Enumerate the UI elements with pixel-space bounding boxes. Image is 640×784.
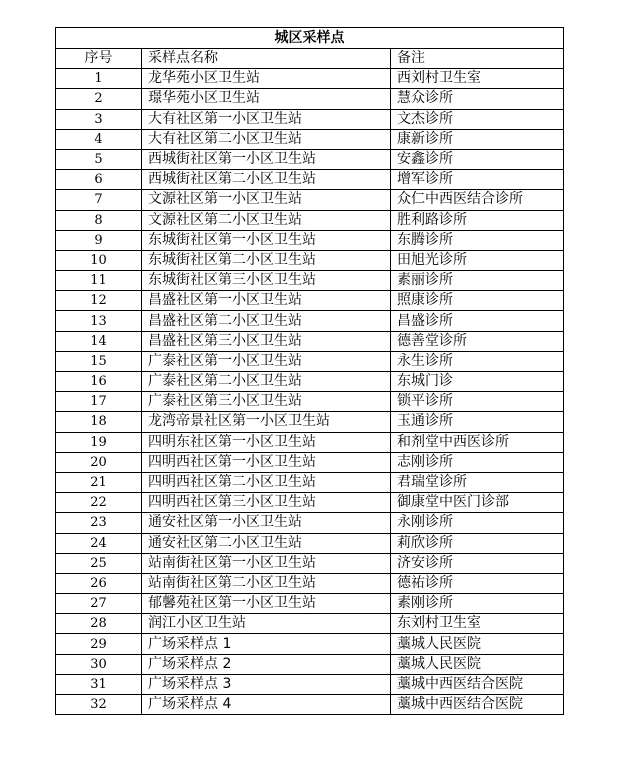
row-site-name: 大有社区第一小区卫生站	[142, 109, 391, 129]
row-index: 11	[56, 271, 142, 291]
table-row	[56, 149, 564, 169]
table-row	[56, 331, 564, 351]
table-row	[56, 291, 564, 311]
row-site-name: 四明西社区第三小区卫生站	[142, 493, 391, 513]
row-index: 20	[56, 452, 142, 472]
row-index: 23	[56, 513, 142, 533]
row-index: 19	[56, 432, 142, 452]
row-remark: 藁城中西医结合医院	[391, 674, 564, 694]
row-site-name: 东城街社区第二小区卫生站	[142, 250, 391, 270]
row-site-name: 璟华苑小区卫生站	[142, 89, 391, 109]
header-remark: 备注	[391, 49, 564, 69]
row-remark: 藁城人民医院	[391, 634, 564, 654]
row-index: 13	[56, 311, 142, 331]
row-index: 21	[56, 472, 142, 492]
row-remark: 昌盛诊所	[391, 311, 564, 331]
row-site-name: 西城街社区第一小区卫生站	[142, 149, 391, 169]
row-site-name: 西城街社区第二小区卫生站	[142, 170, 391, 190]
table-row	[56, 351, 564, 371]
table-row	[56, 553, 564, 573]
row-remark: 和剂堂中西医诊所	[391, 432, 564, 452]
row-index: 6	[56, 170, 142, 190]
row-index: 7	[56, 190, 142, 210]
table-row	[56, 271, 564, 291]
table-row	[56, 392, 564, 412]
table-row	[56, 69, 564, 89]
row-index: 26	[56, 573, 142, 593]
row-index: 24	[56, 533, 142, 553]
table-row	[56, 695, 564, 715]
row-remark: 御康堂中医门诊部	[391, 493, 564, 513]
row-index: 8	[56, 210, 142, 230]
table-row	[56, 614, 564, 634]
row-site-name: 郁馨苑社区第一小区卫生站	[142, 594, 391, 614]
table-row	[56, 372, 564, 392]
row-site-name: 通安社区第二小区卫生站	[142, 533, 391, 553]
row-index: 15	[56, 351, 142, 371]
row-index: 27	[56, 594, 142, 614]
row-site-name: 站南街社区第一小区卫生站	[142, 553, 391, 573]
row-remark: 素丽诊所	[391, 271, 564, 291]
table-title-row	[56, 28, 564, 49]
table-row	[56, 594, 564, 614]
row-site-name: 广场采样点 2	[142, 654, 391, 674]
row-index: 2	[56, 89, 142, 109]
row-index: 16	[56, 372, 142, 392]
table-header-row	[56, 49, 564, 69]
row-remark: 济安诊所	[391, 553, 564, 573]
sampling-sites-table	[55, 27, 564, 715]
row-site-name: 通安社区第一小区卫生站	[142, 513, 391, 533]
table-row	[56, 432, 564, 452]
table-row	[56, 634, 564, 654]
row-remark: 素刚诊所	[391, 594, 564, 614]
row-remark: 藁城中西医结合医院	[391, 695, 564, 715]
row-index: 22	[56, 493, 142, 513]
table-row	[56, 654, 564, 674]
row-site-name: 四明东社区第一小区卫生站	[142, 432, 391, 452]
table-row	[56, 190, 564, 210]
row-remark: 安鑫诊所	[391, 149, 564, 169]
row-site-name: 站南街社区第二小区卫生站	[142, 573, 391, 593]
row-index: 3	[56, 109, 142, 129]
row-remark: 玉通诊所	[391, 412, 564, 432]
row-remark: 德祐诊所	[391, 573, 564, 593]
table-row	[56, 129, 564, 149]
row-site-name: 文源社区第二小区卫生站	[142, 210, 391, 230]
row-index: 28	[56, 614, 142, 634]
row-remark: 康新诊所	[391, 129, 564, 149]
table-row	[56, 493, 564, 513]
row-site-name: 龙华苑小区卫生站	[142, 69, 391, 89]
row-remark: 君瑞堂诊所	[391, 472, 564, 492]
row-site-name: 广场采样点 1	[142, 634, 391, 654]
row-index: 29	[56, 634, 142, 654]
row-remark: 西刘村卫生室	[391, 69, 564, 89]
row-index: 17	[56, 392, 142, 412]
table-row	[56, 412, 564, 432]
row-remark: 东城门诊	[391, 372, 564, 392]
row-index: 14	[56, 331, 142, 351]
row-index: 9	[56, 230, 142, 250]
row-site-name: 大有社区第二小区卫生站	[142, 129, 391, 149]
row-site-name: 昌盛社区第三小区卫生站	[142, 331, 391, 351]
table-row	[56, 89, 564, 109]
row-remark: 增军诊所	[391, 170, 564, 190]
table-row	[56, 311, 564, 331]
table-row	[56, 472, 564, 492]
row-remark: 锁平诊所	[391, 392, 564, 412]
row-remark: 志刚诊所	[391, 452, 564, 472]
table-row	[56, 674, 564, 694]
row-index: 1	[56, 69, 142, 89]
row-site-name: 广场采样点 4	[142, 695, 391, 715]
row-remark: 照康诊所	[391, 291, 564, 311]
table-title: 城区采样点	[56, 28, 564, 49]
row-remark: 德善堂诊所	[391, 331, 564, 351]
row-remark: 文杰诊所	[391, 109, 564, 129]
row-index: 31	[56, 674, 142, 694]
row-site-name: 润江小区卫生站	[142, 614, 391, 634]
row-site-name: 东城街社区第一小区卫生站	[142, 230, 391, 250]
row-index: 12	[56, 291, 142, 311]
row-site-name: 广泰社区第二小区卫生站	[142, 372, 391, 392]
table-row	[56, 230, 564, 250]
row-index: 30	[56, 654, 142, 674]
table-row	[56, 533, 564, 553]
table-row	[56, 210, 564, 230]
row-site-name: 四明西社区第一小区卫生站	[142, 452, 391, 472]
table-row	[56, 109, 564, 129]
row-index: 18	[56, 412, 142, 432]
table-row	[56, 573, 564, 593]
row-index: 5	[56, 149, 142, 169]
row-remark: 莉欣诊所	[391, 533, 564, 553]
row-remark: 永生诊所	[391, 351, 564, 371]
row-site-name: 广场采样点 3	[142, 674, 391, 694]
row-site-name: 文源社区第一小区卫生站	[142, 190, 391, 210]
row-index: 4	[56, 129, 142, 149]
row-site-name: 广泰社区第三小区卫生站	[142, 392, 391, 412]
row-site-name: 龙湾帝景社区第一小区卫生站	[142, 412, 391, 432]
row-site-name: 昌盛社区第一小区卫生站	[142, 291, 391, 311]
row-remark: 东腾诊所	[391, 230, 564, 250]
row-index: 32	[56, 695, 142, 715]
row-index: 10	[56, 250, 142, 270]
row-site-name: 昌盛社区第二小区卫生站	[142, 311, 391, 331]
header-site-name: 采样点名称	[142, 49, 391, 69]
row-remark: 田旭光诊所	[391, 250, 564, 270]
table-row	[56, 170, 564, 190]
row-site-name: 广泰社区第一小区卫生站	[142, 351, 391, 371]
table-row	[56, 452, 564, 472]
header-index: 序号	[56, 49, 142, 69]
row-remark: 永刚诊所	[391, 513, 564, 533]
row-remark: 慧众诊所	[391, 89, 564, 109]
row-index: 25	[56, 553, 142, 573]
row-remark: 众仁中西医结合诊所	[391, 190, 564, 210]
row-remark: 胜利路诊所	[391, 210, 564, 230]
row-remark: 藁城人民医院	[391, 654, 564, 674]
table-row	[56, 513, 564, 533]
table-row	[56, 250, 564, 270]
row-remark: 东刘村卫生室	[391, 614, 564, 634]
row-site-name: 东城街社区第三小区卫生站	[142, 271, 391, 291]
row-site-name: 四明西社区第二小区卫生站	[142, 472, 391, 492]
